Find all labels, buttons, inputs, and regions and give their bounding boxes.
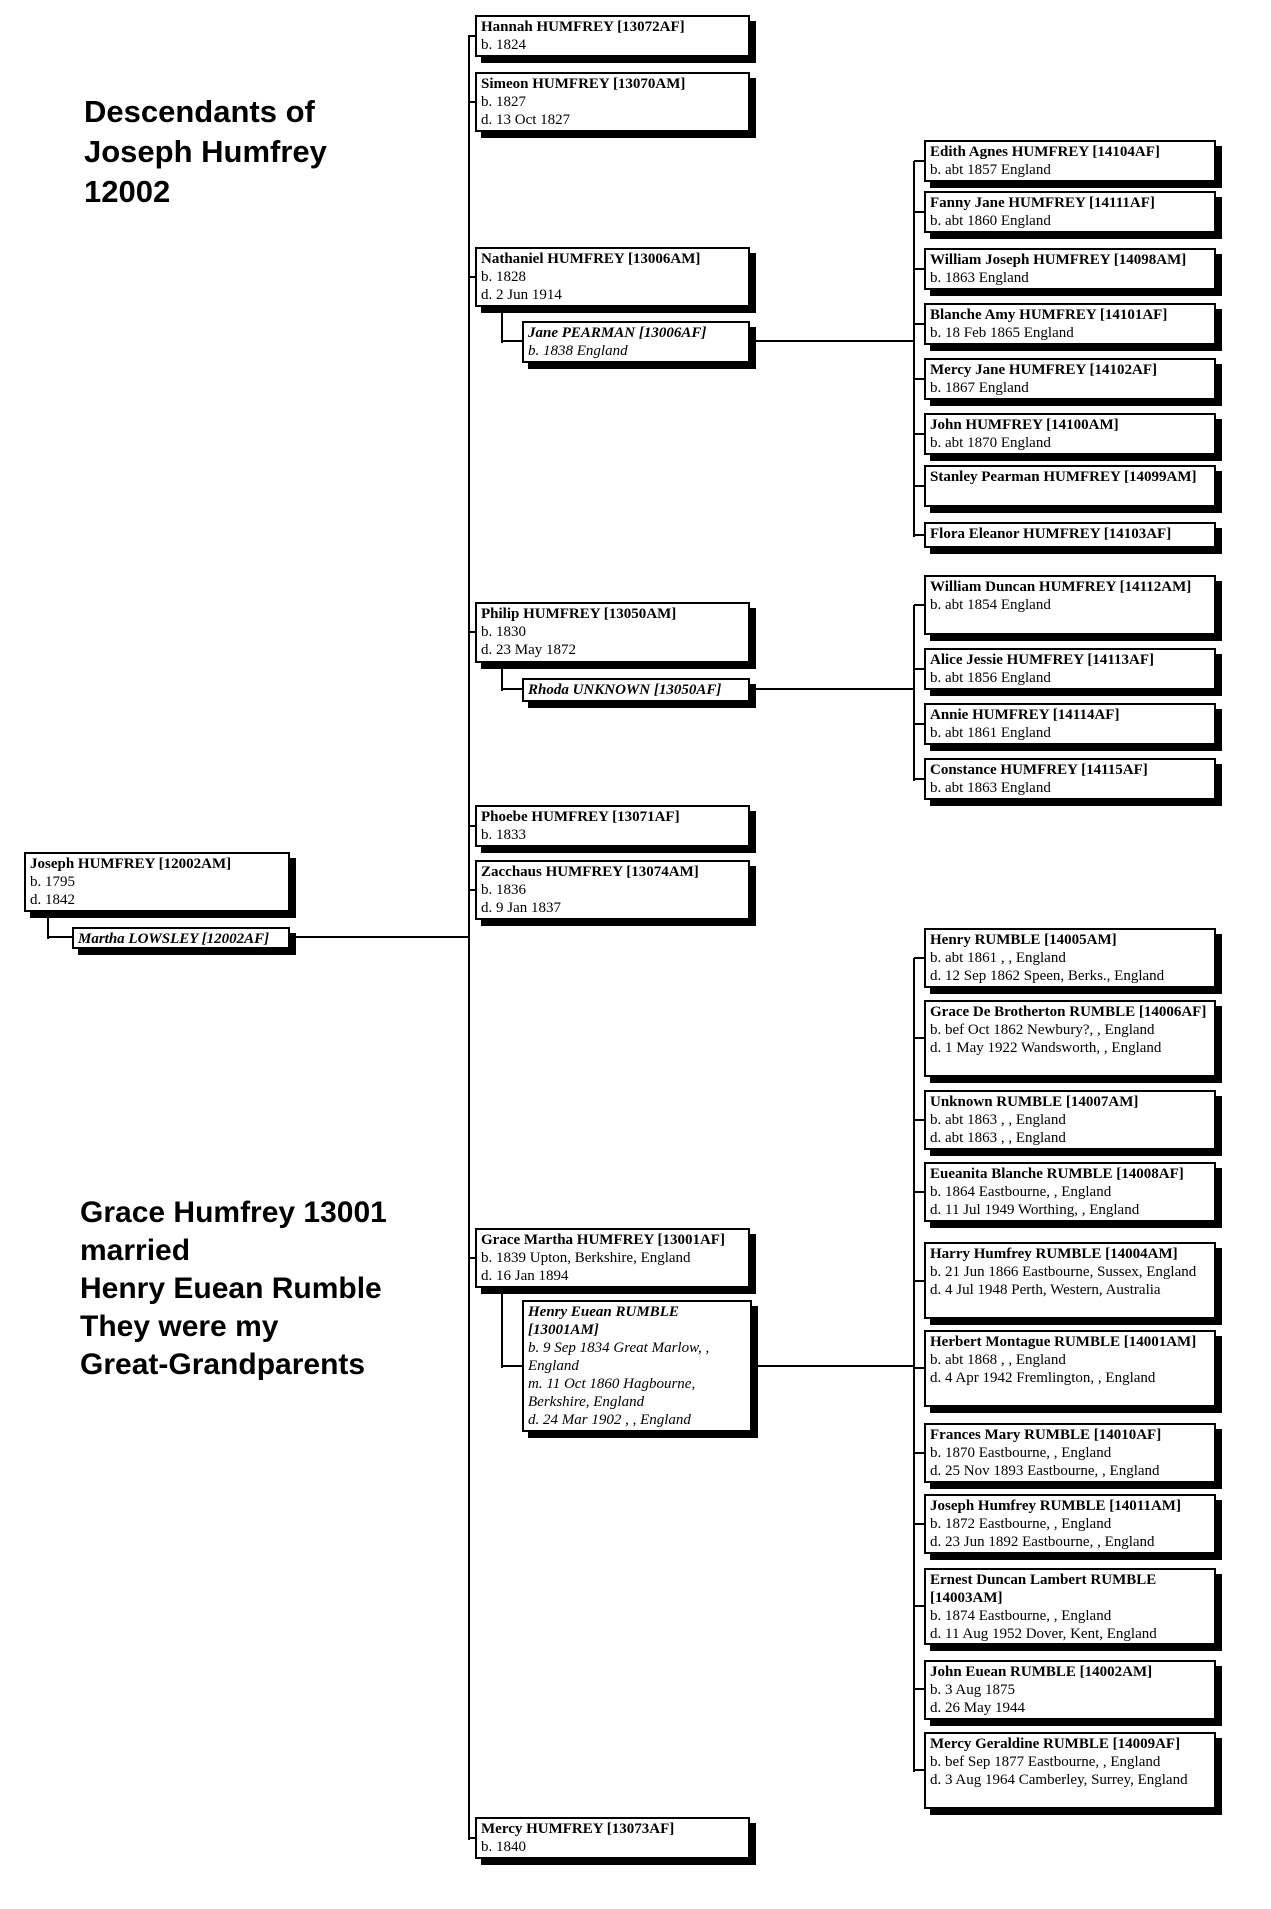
person-box-stanley — [924, 465, 1216, 507]
person-box-blanche — [924, 303, 1216, 345]
person-name: Hannah HUMFREY [13072AF] — [481, 19, 685, 35]
person-detail: d. 13 Oct 1827 — [481, 112, 571, 128]
connector-line — [468, 1837, 476, 1839]
person-detail: d. 23 Jun 1892 Eastbourne, , England — [930, 1534, 1155, 1550]
connector-line — [914, 211, 924, 213]
person-detail: m. 11 Oct 1860 Hagbourne, Berkshire, England — [528, 1376, 696, 1410]
person-box-william_duncan — [924, 575, 1216, 635]
connector-line — [914, 1688, 924, 1690]
connector-line — [290, 936, 470, 938]
person-name: Constance HUMFREY [14115AF] — [930, 762, 1148, 778]
connector-line — [914, 723, 924, 725]
person-box-john — [924, 413, 1216, 455]
person-name: Martha LOWSLEY [12002AF] — [78, 931, 270, 947]
person-detail: b. abt 1870 England — [930, 435, 1051, 451]
person-box-eueanita — [924, 1162, 1216, 1222]
person-box-annie — [924, 703, 1216, 745]
connector-line — [752, 688, 915, 690]
person-detail: b. abt 1854 England — [930, 597, 1051, 613]
person-name: John Euean RUMBLE [14002AM] — [930, 1664, 1153, 1680]
connector-line — [914, 485, 924, 487]
person-detail: d. abt 1863 , , England — [930, 1130, 1066, 1146]
connector-line — [468, 36, 470, 1840]
person-detail: b. 1867 England — [930, 380, 1029, 396]
connector-line — [752, 340, 915, 342]
person-box-joseph — [24, 852, 290, 912]
person-detail: b. 9 Sep 1834 Great Marlow, , England — [528, 1340, 710, 1374]
person-box-constance — [924, 758, 1216, 800]
connector-line — [914, 1452, 924, 1454]
person-box-rhoda — [522, 678, 750, 702]
connector-line — [913, 161, 915, 537]
person-box-unknown_r — [924, 1090, 1216, 1150]
person-box-mercy_g — [924, 1732, 1216, 1809]
person-detail: b. abt 1868 , , England — [930, 1352, 1066, 1368]
person-detail: b. 1824 — [481, 37, 526, 53]
person-box-nathaniel — [475, 247, 750, 307]
person-detail: d. 1842 — [30, 892, 75, 908]
connector-line — [914, 1769, 924, 1771]
person-detail: b. 1827 — [481, 94, 526, 110]
connector-line — [752, 1365, 915, 1367]
person-detail: b. 1830 — [481, 624, 526, 640]
person-detail: b. abt 1861 , , England — [930, 950, 1066, 966]
person-name: Ernest Duncan Lambert RUMBLE [14003AM] — [930, 1572, 1157, 1606]
person-box-phoebe — [475, 805, 750, 847]
chart-title-line: Joseph Humfrey — [84, 134, 327, 169]
person-name: Mercy Geraldine RUMBLE [14009AF] — [930, 1736, 1181, 1752]
person-box-zacchaus — [475, 860, 750, 920]
person-detail: b. abt 1863 , , England — [930, 1112, 1066, 1128]
chart-note-line: Great-Grandparents — [80, 1348, 366, 1381]
person-name: Mercy HUMFREY [13073AF] — [481, 1821, 675, 1837]
person-name: Rhoda UNKNOWN [13050AF] — [528, 682, 722, 698]
person-detail: b. 18 Feb 1865 England — [930, 325, 1074, 341]
person-detail: d. 26 May 1944 — [930, 1700, 1025, 1716]
connector-line — [502, 688, 524, 690]
person-box-joseph_h — [924, 1494, 1216, 1554]
connector-line — [914, 433, 924, 435]
connector-line — [914, 268, 924, 270]
person-detail: b. abt 1860 England — [930, 213, 1051, 229]
connector-line — [914, 1119, 924, 1121]
connector-line — [914, 1280, 924, 1282]
connector-line — [914, 378, 924, 380]
person-box-mercy_jane — [924, 358, 1216, 400]
person-detail: d. 2 Jun 1914 — [481, 287, 562, 303]
person-name: Zacchaus HUMFREY [13074AM] — [481, 864, 699, 880]
connector-line — [914, 1191, 924, 1193]
person-name: Fanny Jane HUMFREY [14111AF] — [930, 195, 1155, 211]
person-name: Flora Eleanor HUMFREY [14103AF] — [930, 526, 1172, 542]
chart-title — [84, 92, 327, 212]
connector-line — [468, 889, 476, 891]
person-name: Phoebe HUMFREY [13071AF] — [481, 809, 680, 825]
person-detail: d. 12 Sep 1862 Speen, Berks., England — [930, 968, 1165, 984]
person-box-henry_r — [924, 928, 1216, 988]
connector-line — [468, 1257, 476, 1259]
person-detail: b. 1795 — [30, 874, 75, 890]
connector-line — [913, 958, 915, 1772]
person-box-mercy — [475, 1817, 750, 1859]
person-name: Nathaniel HUMFREY [13006AM] — [481, 251, 701, 267]
person-name: Alice Jessie HUMFREY [14113AF] — [930, 652, 1154, 668]
connector-line — [914, 1367, 924, 1369]
person-name: Eueanita Blanche RUMBLE [14008AF] — [930, 1166, 1184, 1182]
connector-line — [502, 340, 524, 342]
connector-line — [914, 1037, 924, 1039]
person-detail: d. 11 Aug 1952 Dover, Kent, England — [930, 1626, 1157, 1642]
person-box-grace_martha — [475, 1228, 750, 1288]
person-name: John HUMFREY [14100AM] — [930, 417, 1119, 433]
person-box-martha — [72, 927, 290, 949]
person-detail: b. abt 1856 England — [930, 670, 1051, 686]
person-detail: d. 25 Nov 1893 Eastbourne, , England — [930, 1463, 1160, 1479]
person-detail: b. 1833 — [481, 827, 526, 843]
person-box-philip — [475, 602, 750, 663]
person-name: Jane PEARMAN [13006AF] — [528, 325, 707, 341]
person-box-harry — [924, 1242, 1216, 1319]
person-detail: b. 1838 England — [528, 343, 628, 359]
person-detail: d. 4 Jul 1948 Perth, Western, Australia — [930, 1282, 1161, 1298]
person-detail: d. 11 Jul 1949 Worthing, , England — [930, 1202, 1140, 1218]
person-box-alice — [924, 648, 1216, 690]
chart-title-line: 12002 — [84, 174, 171, 209]
person-name: Joseph HUMFREY [12002AM] — [30, 856, 232, 872]
person-name: Grace De Brotherton RUMBLE [14006AF] — [930, 1004, 1207, 1020]
chart-note-line: They were my — [80, 1310, 279, 1343]
person-box-flora — [924, 522, 1216, 548]
person-name: William Duncan HUMFREY [14112AM] — [930, 579, 1192, 595]
person-detail: b. bef Oct 1862 Newbury?, , England — [930, 1022, 1155, 1038]
person-detail: d. 4 Apr 1942 Fremlington, , England — [930, 1370, 1156, 1386]
person-detail: b. 1870 Eastbourne, , England — [930, 1445, 1112, 1461]
person-name: Henry RUMBLE [14005AM] — [930, 932, 1117, 948]
person-detail: b. 1863 England — [930, 270, 1029, 286]
person-detail: b. 1828 — [481, 269, 526, 285]
connector-line — [914, 323, 924, 325]
person-detail: b. 3 Aug 1875 — [930, 1682, 1016, 1698]
person-box-frances — [924, 1423, 1216, 1483]
connector-line — [914, 1523, 924, 1525]
connector-line — [501, 1286, 503, 1368]
person-detail: b. 1839 Upton, Berkshire, England — [481, 1250, 691, 1266]
person-name: Stanley Pearman HUMFREY [14099AM] — [930, 469, 1197, 485]
connector-line — [47, 912, 49, 939]
person-detail: b. 1874 Eastbourne, , England — [930, 1608, 1112, 1624]
person-detail: b. abt 1861 England — [930, 725, 1051, 741]
person-box-ernest — [924, 1568, 1216, 1645]
person-detail: b. abt 1857 England — [930, 162, 1051, 178]
person-name: William Joseph HUMFREY [14098AM] — [930, 252, 1187, 268]
person-name: Grace Martha HUMFREY [13001AF] — [481, 1232, 725, 1248]
person-detail: b. abt 1863 England — [930, 780, 1051, 796]
person-name: Mercy Jane HUMFREY [14102AF] — [930, 362, 1158, 378]
connector-line — [914, 160, 924, 162]
person-detail: d. 1 May 1922 Wandsworth, , England — [930, 1040, 1162, 1056]
person-name: Simeon HUMFREY [13070AM] — [481, 76, 686, 92]
person-detail: b. 1836 — [481, 882, 526, 898]
person-detail: d. 9 Jan 1837 — [481, 900, 561, 916]
person-detail: b. 1864 Eastbourne, , England — [930, 1184, 1112, 1200]
connector-line — [501, 305, 503, 343]
person-name: Henry Euean RUMBLE [13001AM] — [528, 1304, 679, 1338]
person-detail: d. 16 Jan 1894 — [481, 1268, 569, 1284]
connector-line — [468, 276, 476, 278]
person-name: Frances Mary RUMBLE [14010AF] — [930, 1427, 1162, 1443]
connector-line — [468, 631, 476, 633]
connector-line — [914, 668, 924, 670]
person-name: Unknown RUMBLE [14007AM] — [930, 1094, 1139, 1110]
chart-note-line: Grace Humfrey 13001 — [80, 1196, 387, 1229]
person-box-grace_db — [924, 1000, 1216, 1077]
chart-title-line: Descendants of — [84, 94, 315, 129]
connector-line — [468, 101, 476, 103]
person-box-simeon — [475, 72, 750, 132]
person-name: Harry Humfrey RUMBLE [14004AM] — [930, 1246, 1178, 1262]
connector-line — [914, 604, 924, 606]
connector-line — [914, 778, 924, 780]
connector-line — [468, 825, 476, 827]
person-detail: b. bef Sep 1877 Eastbourne, , England — [930, 1754, 1161, 1770]
connector-line — [501, 661, 503, 691]
person-box-john_euean — [924, 1660, 1216, 1720]
person-box-henry_euean — [522, 1300, 752, 1432]
person-name: Blanche Amy HUMFREY [14101AF] — [930, 307, 1168, 323]
person-detail: b. 1840 — [481, 1839, 526, 1855]
connector-line — [914, 1605, 924, 1607]
person-box-jane — [522, 321, 750, 363]
person-box-hannah — [475, 15, 750, 57]
connector-line — [913, 605, 915, 781]
person-detail: b. 1872 Eastbourne, , England — [930, 1516, 1112, 1532]
person-box-herbert — [924, 1330, 1216, 1407]
chart-note-line: Henry Euean Rumble — [80, 1272, 382, 1305]
person-box-fanny — [924, 191, 1216, 233]
connector-line — [914, 957, 924, 959]
person-name: Edith Agnes HUMFREY [14104AF] — [930, 144, 1160, 160]
person-box-edith — [924, 140, 1216, 182]
person-name: Philip HUMFREY [13050AM] — [481, 606, 677, 622]
connector-line — [468, 35, 476, 37]
chart-note — [80, 1194, 387, 1384]
chart-note-line: married — [80, 1234, 191, 1267]
person-name: Annie HUMFREY [14114AF] — [930, 707, 1120, 723]
person-detail: b. 21 Jun 1866 Eastbourne, Sussex, England — [930, 1264, 1197, 1280]
connector-line — [914, 534, 924, 536]
person-detail: d. 3 Aug 1964 Camberley, Surrey, England — [930, 1772, 1188, 1788]
person-name: Joseph Humfrey RUMBLE [14011AM] — [930, 1498, 1181, 1514]
connector-line — [48, 936, 74, 938]
connector-line — [502, 1365, 524, 1367]
person-detail: d. 23 May 1872 — [481, 642, 576, 658]
person-detail: d. 24 Mar 1902 , , England — [528, 1412, 691, 1428]
person-box-william_joseph — [924, 248, 1216, 290]
person-name: Herbert Montague RUMBLE [14001AM] — [930, 1334, 1197, 1350]
